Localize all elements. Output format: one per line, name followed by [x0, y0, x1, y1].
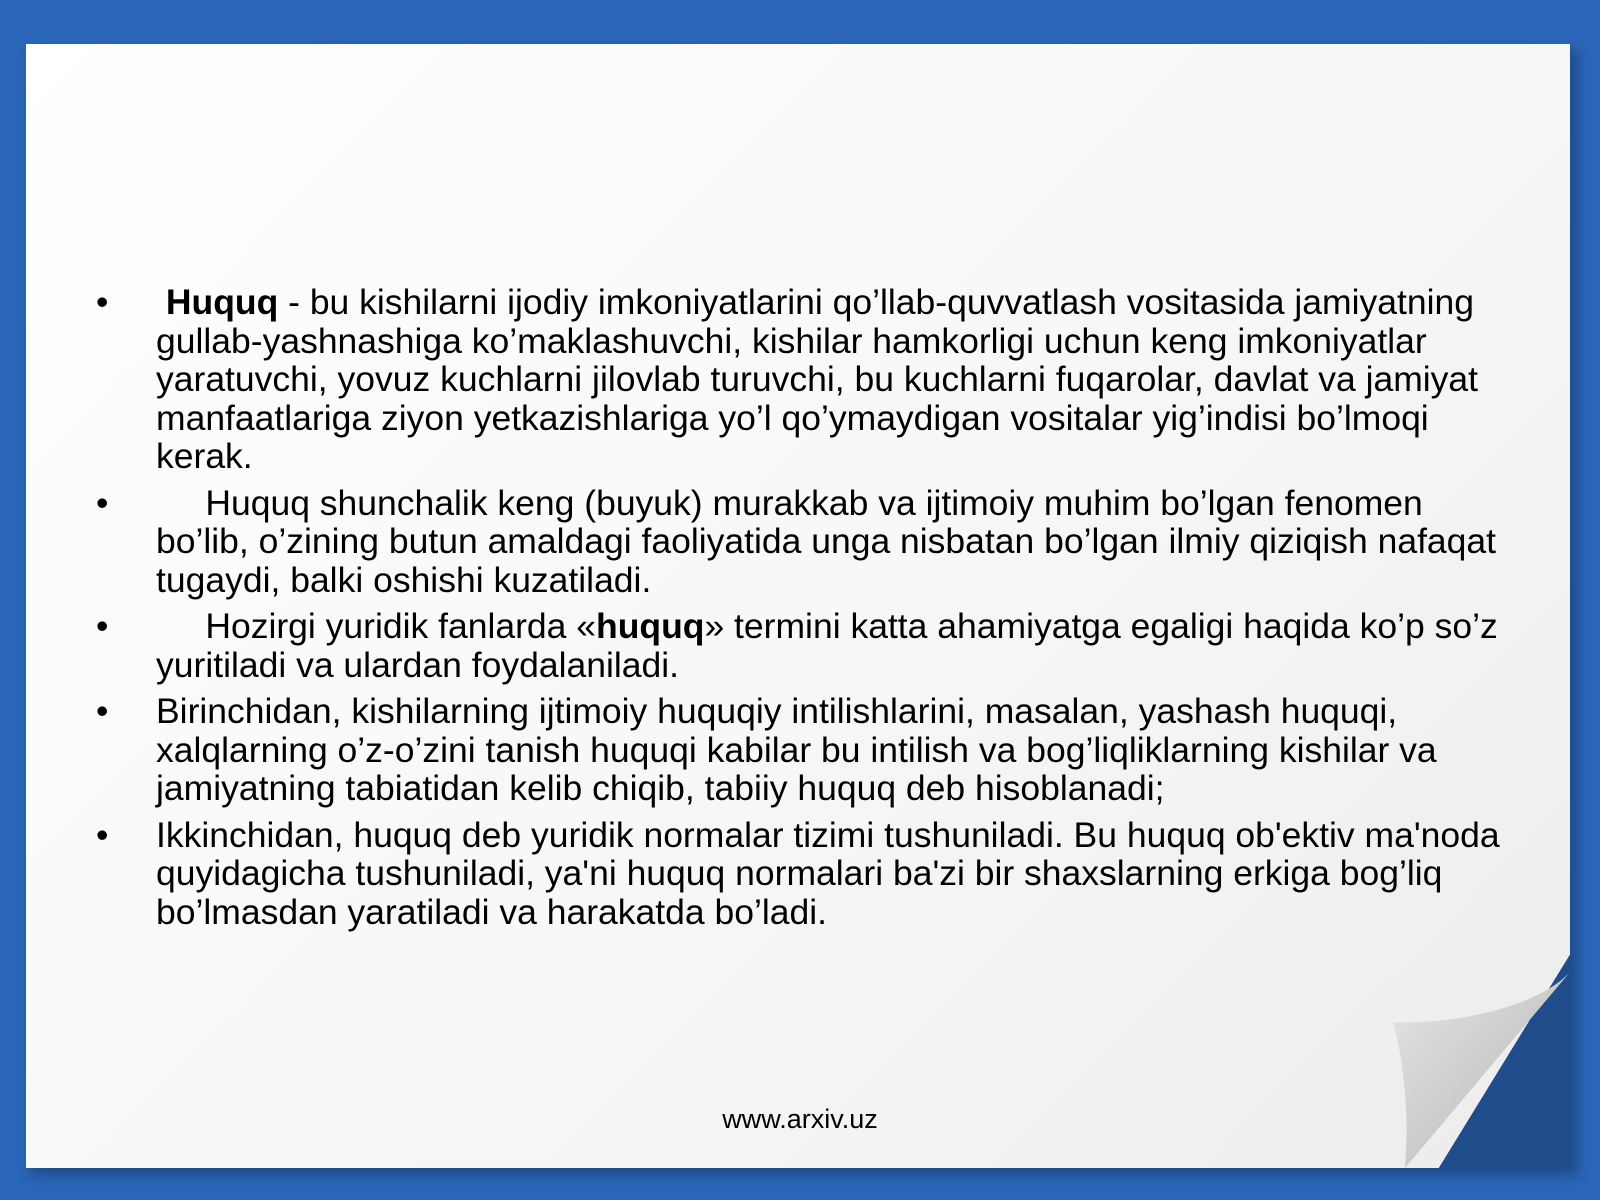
- bullet-icon: •: [96, 482, 109, 523]
- item-text: Ikkinchidan, huquq deb yuridik normalar tizimi tushuniladi. Bu huquq ob'ektiv ma'noda quyidagicha tushuniladi, ya'ni huquq normalari ba'zi bir shaxslarning erkiga bog’liq bo’lmasdan yaratiladi va harakatda bo’ladi.: [156, 814, 1500, 932]
- page-curl-icon: [1385, 970, 1575, 1170]
- list-item: [90, 692, 1520, 808]
- item-text: Huquq shunchalik keng (buyuk) murakkab va ijtimoiy muhim bo’lgan fenomen bo’lib, o’zining butun amaldagi faoliyatida unga nisbatan bo’lgan ilmiy qiziqish nafaqat tugaydi, balki oshishi kuzatiladi.: [156, 482, 1506, 600]
- footer-url: www.arxiv.uz: [722, 1104, 878, 1134]
- list-item: [90, 816, 1520, 932]
- list-item: [90, 283, 1520, 476]
- item-text: Birinchidan, kishilarning ijtimoiy huquqiy intilishlarini, masalan, yashash huquqi, xalqlarning o’z-o’zini tanish huquqi kabilar bu intilish va bog’liqliklarning kishilar va jamiyatning tabiatidan kelib chiqib, tabiiy huquq deb hisoblanadi;: [156, 691, 1437, 808]
- slide-content: [90, 283, 1520, 939]
- item-text: - bu kishilarni ijodiy imkoniyatlarini qo’llab-quvvatlash vositasida jamiyatning gullab-yashnashiga ko’maklashuvchi, kishilar hamkorligi uchun keng imkoniyatlar yaratuvchi, yovuz kuchlarni jilovlab turuvchi, bu kuchlarni fuqarolar, davlat va jamiyat manfaatlariga ziyon yetkazishlariga yo’l qo’ymaydigan vositalar yig’indisi bo’lmoqi kerak.: [156, 282, 1479, 476]
- list-item: [90, 484, 1520, 600]
- bullet-icon: •: [96, 282, 109, 322]
- bullet-icon: •: [96, 606, 109, 646]
- bullet-icon: •: [96, 814, 109, 855]
- bullet-icon: •: [96, 691, 109, 731]
- term-huquq: huquq: [596, 606, 705, 646]
- list-item: • Hozirgi yuridik fanlarda «huquq» termini katta ahamiyatga egaligi haqida ko’p so’z yuritiladi va ulardan foydalaniladi.: [96, 606, 1498, 685]
- term-huquq: Huquq: [165, 282, 279, 322]
